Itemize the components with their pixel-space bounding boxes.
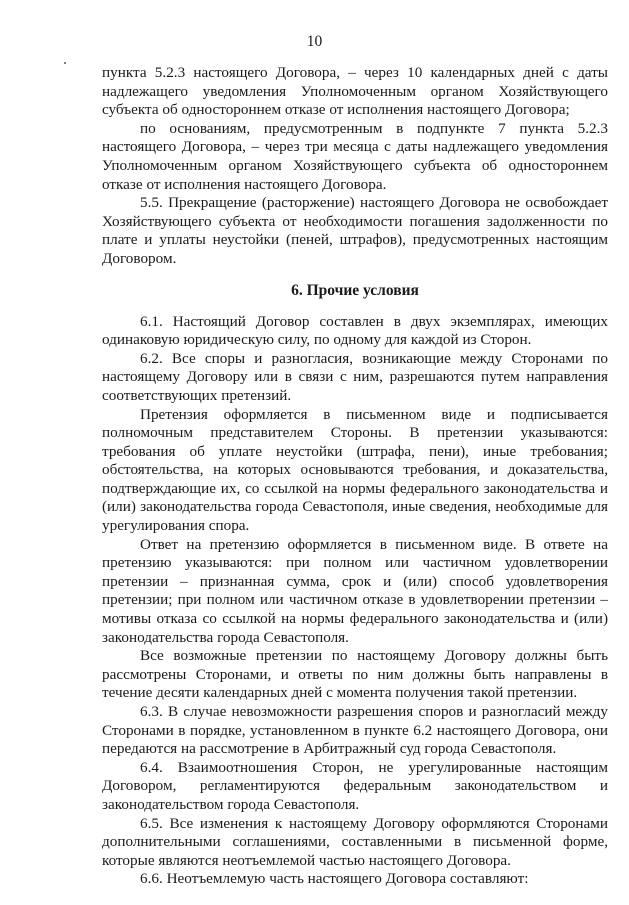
- paragraph-5-4-item-b: по основаниям, предусмотренным в подпункте 7 пункта 5.2.3 настоящего Договора, – через три месяца с даты надлежащего уведомления Уполномоченным органом Хозяйствующего субъекта об одностороннем отказе от исполнения настоящего Договора.: [102, 119, 608, 193]
- paragraph-claim-response: Ответ на претензию оформляется в письменном виде. В ответе на претензию указываются: при полном или частичном удовлетворении претензии – признанная сумма, срок и (или) способ удовлетворения претензии; при полном или частичном отказе в удовлетворении претензии – мотивы отказа со ссылкой на нормы федерального законодательства и (или) законодательства города Севастополя.: [102, 535, 608, 646]
- paragraph-6-4: 6.4. Взаимоотношения Сторон, не урегулированные настоящим Договором, регламентируются федеральным законодательством и законодательством города Севастополя.: [102, 758, 608, 813]
- scan-speck: [64, 62, 66, 64]
- paragraph-5-5: 5.5. Прекращение (расторжение) настоящего Договора не освобождает Хозяйствующего субъекта от необходимости погашения задолженности по плате и уплаты неустойки (пеней, штрафов), предусмотренных настоящим Договором.: [102, 194, 608, 267]
- document-body: [102, 64, 608, 889]
- paragraph-6-1: 6.1. Настоящий Договор составлен в двух экземплярах, имеющих одинаковую юридическую силу, по одному для каждой из Сторон.: [102, 312, 608, 349]
- section-heading: 6. Прочие условия: [291, 281, 419, 299]
- paragraph-claim-deadline: Все возможные претензии по настоящему Договору должны быть рассмотрены Сторонами, и ответы по ним должны быть направлены в течение десяти календарных дней с момента получения такой претензии.: [102, 647, 608, 702]
- paragraph-6-3: 6.3. В случае невозможности разрешения споров и разногласий между Сторонами в порядке, установленном в пункте 6.2 настоящего Договора, они передаются на рассмотрение в Арбитражный суд города Севастополя.: [102, 703, 608, 758]
- paragraph-5-4-item-a: пункта 5.2.3 настоящего Договора, – через 10 календарных дней с даты надлежащего уведомления Уполномоченным органом Хозяйствующего субъекта об одностороннем отказе от исполнения настоящего Договора;: [102, 64, 608, 119]
- paragraph-6-2: 6.2. Все споры и разногласия, возникающие между Сторонами по настоящему Договору или в связи с ним, разрешаются путем направления соответствующих претензий.: [102, 349, 608, 404]
- paragraph-claim-form: Претензия оформляется в письменном виде и подписывается полномочным представителем Стороны. В претензии указываются: требования об уплате неустойки (штрафа, пени), иные требования; обстоятельства, на которых основываются требования, и доказательства, подтверждающие их, со ссылкой на нормы федерального законодательства и (или) законодательства города Севастополя, иные сведения, необходимые для урегулирования спора.: [102, 405, 608, 535]
- paragraph-6-5: 6.5. Все изменения к настоящему Договору оформляются Сторонами дополнительными соглашениями, составленными в письменной форме, которые являются неотъемлемой частью настоящего Договора.: [102, 814, 608, 869]
- page-number: 10: [306, 33, 323, 50]
- paragraph-6-6: 6.6. Неотъемлемую часть настоящего Договора составляют:: [140, 870, 529, 888]
